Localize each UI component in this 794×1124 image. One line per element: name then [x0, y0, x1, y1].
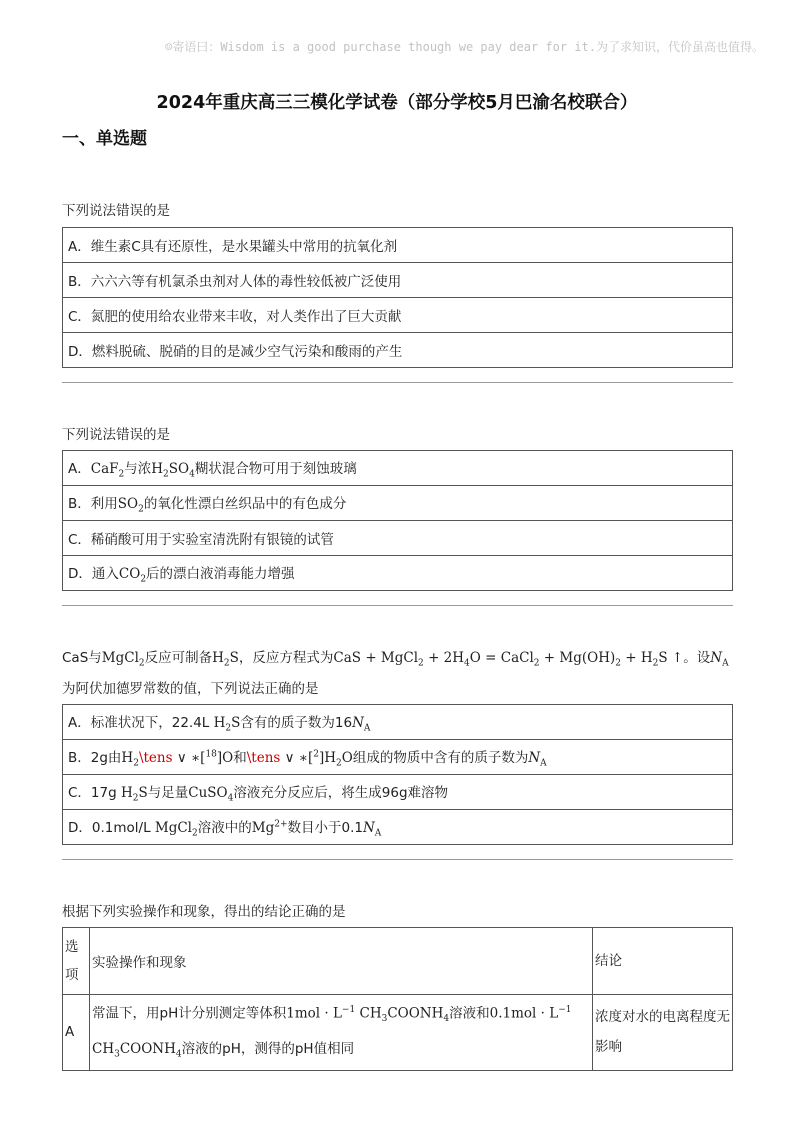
- q2-d-tail: 后的漂白液消毒能力增强: [146, 565, 295, 582]
- q3-b-sup2: 2: [313, 749, 319, 760]
- q4-row-a-operation: 常温下，用pH计分别测定等体积$1mol \cdot L^{-1}$ $CH_3COONH_4$溶液和$0.1mol \cdot L^{-1}$ $CH_3COONH_4$溶液的pH，测得的pH值相同: [90, 995, 593, 1071]
- q3-cas: CaS与: [62, 650, 102, 666]
- separator-3: [62, 859, 733, 860]
- q3-b-v2: ∨ ∗[: [280, 749, 314, 766]
- q3-d-n-sub: A: [374, 828, 382, 839]
- q3-b-and: 和: [233, 749, 247, 766]
- q3-c-tail: 溶液充分反应后，将生成96g难溶物: [233, 784, 449, 801]
- q3-b-tens: \tens: [138, 749, 173, 766]
- q4-header-option: 选项: [63, 928, 90, 995]
- q3-c-h-sub: 2: [132, 793, 139, 804]
- q3-b-close: ]O: [216, 749, 234, 766]
- q3-mgcl-sub: 2: [138, 658, 145, 669]
- q3-eq3-sub: 2: [533, 658, 540, 669]
- q3-b-v: ∨ ∗[: [172, 749, 206, 766]
- q3-b-o: O: [341, 749, 353, 766]
- q3-d-label: D．0.1mol/L: [68, 819, 155, 836]
- q3-b-n: N: [528, 749, 541, 766]
- q1-stem: 下列说法错误的是: [62, 203, 170, 219]
- separator-2: [62, 605, 733, 606]
- q4-row-a-conclusion: 浓度对水的电离程度无影响: [593, 995, 733, 1071]
- q3-c-cu: CuSO: [188, 784, 228, 801]
- q1-option-c-text: C．氮肥的使用给农业带来丰收，对人类作出了巨大贡献: [63, 298, 733, 333]
- q3-a-tail: 含有的质子数为16: [240, 714, 353, 731]
- q2-option-b[interactable]: [63, 486, 733, 521]
- q3-b-h: H: [121, 749, 134, 766]
- q3-d-mg2-sup: 2+: [274, 819, 288, 830]
- q2-a-label: A．: [68, 460, 91, 477]
- q2-option-c[interactable]: [63, 521, 733, 556]
- q4-row-a-option: A: [63, 995, 90, 1071]
- q1-option-d[interactable]: [63, 333, 733, 368]
- q1-option-a-text: A．维生素C具有还原性，是水果罐头中常用的抗氧化剂: [63, 228, 733, 263]
- q3-d-mg-sub: 2: [192, 828, 198, 839]
- q2-a-mid: 与浓: [124, 460, 152, 477]
- q2-a-caf: CaF: [90, 460, 119, 477]
- q3-b-sup18: 18: [205, 749, 217, 760]
- q3-h2s-sub: 2: [223, 658, 230, 669]
- q4-row-a[interactable]: [63, 995, 733, 1071]
- q3-eq4-sub: 2: [615, 658, 621, 669]
- q3-d-mg: MgCl: [154, 819, 193, 836]
- q1-option-b-text: B．六六六等有机氯杀虫剂对人体的毒性较低被广泛使用: [63, 263, 733, 298]
- q3-mgcl: MgCl: [101, 650, 139, 666]
- q3-options-table: [62, 704, 733, 845]
- q2-a-caf-sub: 2: [118, 469, 125, 480]
- q3-b-tens2: \tens: [246, 749, 281, 766]
- q4-header-operation: 实验操作和现象: [90, 928, 593, 995]
- q3-c-label: C．17g: [68, 784, 121, 801]
- q4-header-row: [63, 928, 733, 995]
- q4-stem: 根据下列实验操作和现象，得出的结论正确的是: [62, 904, 346, 920]
- q2-d-label: D．通入: [68, 565, 119, 582]
- q2-b-tail: 的氧化性漂白丝织品中的有色成分: [143, 495, 347, 512]
- q2-options-table: [62, 450, 733, 591]
- q3-stem-line1: [62, 648, 729, 674]
- q3-c-cu-sub: 4: [227, 793, 234, 804]
- q2-a-so: SO: [168, 460, 190, 477]
- q3-b-h-sub: 2: [133, 758, 139, 769]
- q3-d-tail: 数目小于0.1: [287, 819, 363, 836]
- q3-d-n: N: [362, 819, 375, 836]
- q3-b-close2: ]H: [318, 749, 337, 766]
- q2-d-co: CO: [118, 565, 141, 582]
- q3-h2s-s: S: [229, 650, 239, 666]
- q2-option-d[interactable]: [63, 556, 733, 591]
- q3-eq3: O = CaCl: [469, 650, 534, 666]
- q3-t1: 反应可制备: [144, 650, 213, 666]
- q2-option-a[interactable]: [63, 451, 733, 486]
- q3-option-d[interactable]: [63, 810, 733, 845]
- q4-header-conclusion: 结论: [593, 928, 733, 995]
- q1-option-c[interactable]: [63, 298, 733, 333]
- q3-eq5: + H: [620, 650, 653, 666]
- q3-eq5-sub: 2: [652, 658, 659, 669]
- q2-option-c-text: C．稀硝酸可用于实验室清洗附有银镜的试管: [63, 521, 733, 556]
- q3-c-h: H: [120, 784, 133, 801]
- q3-d-mid: 溶液中的: [197, 819, 252, 836]
- q2-b-so: SO: [117, 495, 139, 512]
- q3-a-n: N: [352, 714, 364, 731]
- q2-a-h-sub: 2: [163, 469, 169, 480]
- q2-a-tail: 糊状混合物可用于刻蚀玻璃: [194, 460, 357, 477]
- q3-eq4: + Mg(OH): [539, 650, 616, 666]
- q2-a-h: H: [151, 460, 164, 477]
- q4-experiment-table: [62, 927, 733, 1071]
- q3-t3: 。设: [683, 650, 711, 666]
- q3-option-c[interactable]: [63, 775, 733, 810]
- q3-stem-line2: 为阿伏加德罗常数的值，下列说法正确的是: [62, 681, 319, 697]
- q3-eq1: CaS + MgCl: [333, 650, 419, 666]
- q3-c-s: S: [138, 784, 148, 801]
- q3-a-n-sub: A: [363, 723, 371, 734]
- q1-options-table: [62, 227, 733, 368]
- q3-h2s: H: [212, 650, 224, 666]
- section-heading: 一、单选题: [62, 129, 147, 149]
- q2-stem: 下列说法错误的是: [62, 427, 170, 443]
- q3-a-h: H: [213, 714, 226, 731]
- q2-a-so-sub: 4: [189, 469, 195, 480]
- q3-na: N: [710, 650, 723, 666]
- q3-a-h-sub: 2: [225, 723, 232, 734]
- exam-title: 2024年重庆高三三模化学试卷（部分学校5月巴渝名校联合）: [156, 93, 638, 113]
- q3-a-label: A．标准状况下，22.4L: [68, 714, 214, 731]
- q3-d-mg2: Mg: [251, 819, 275, 836]
- q3-na-sub: A: [722, 658, 729, 669]
- q3-b-label: B．2g由: [68, 749, 122, 766]
- motto-text: ☺寄语曰：Wisdom is a good purchase though we pay dear for it.为了求知识，代价虽高也值得。: [165, 40, 764, 54]
- q3-b-tail: 组成的物质中含有的质子数为: [352, 749, 529, 766]
- q1-option-d-text: D．燃料脱硫、脱硝的目的是减少空气污染和酸雨的产生: [63, 333, 733, 368]
- separator-1: [62, 382, 733, 383]
- q3-eq1-sub: 2: [418, 658, 424, 669]
- q3-b-h-sub2: 2: [336, 758, 342, 769]
- q3-option-a[interactable]: [63, 705, 733, 740]
- q1-option-a[interactable]: [63, 228, 733, 263]
- q1-option-b[interactable]: [63, 263, 733, 298]
- q2-b-so-sub: 2: [138, 504, 144, 515]
- q3-t2: ，反应方程式为: [238, 650, 334, 666]
- q2-d-co-sub: 2: [140, 574, 147, 585]
- q3-c-mid: 与足量: [147, 784, 189, 801]
- q3-option-b[interactable]: [63, 740, 733, 775]
- q3-eq2-sub: 4: [464, 658, 470, 669]
- q3-eq6: S ↑: [658, 650, 684, 666]
- q2-b-label: B．利用: [68, 495, 118, 512]
- q3-eq2: + 2H: [423, 650, 465, 666]
- q3-b-n-sub: A: [540, 758, 547, 769]
- q3-a-s: S: [231, 714, 241, 731]
